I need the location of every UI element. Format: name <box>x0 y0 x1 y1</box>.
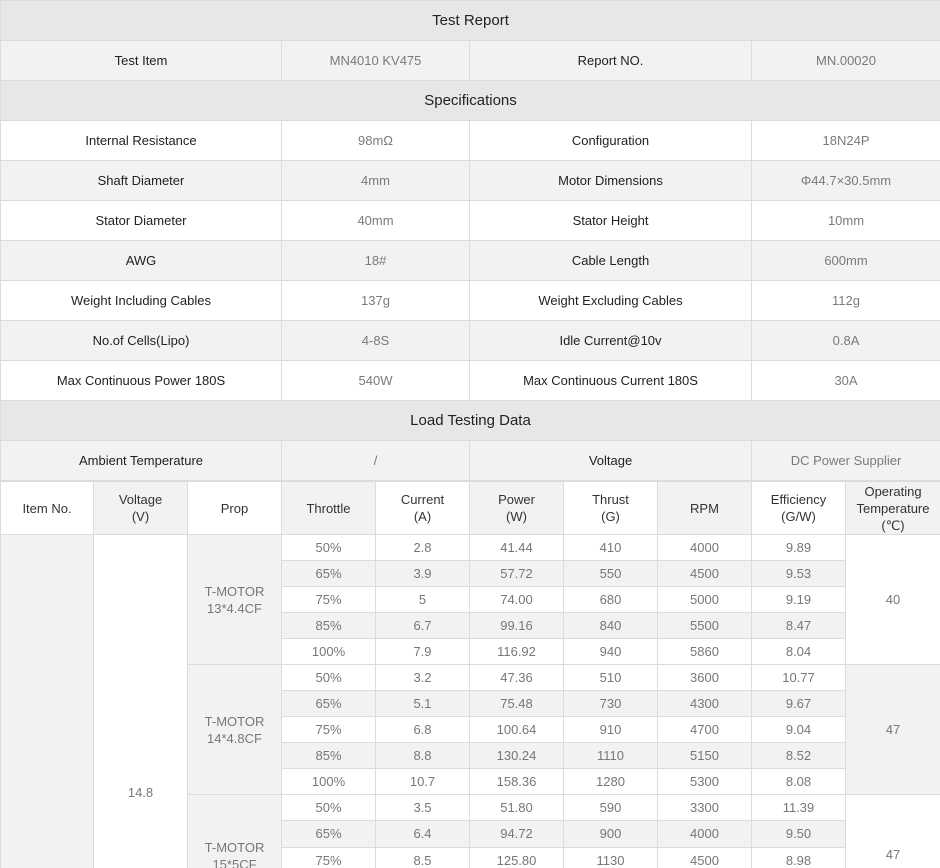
eff-cell: 9.89 <box>752 535 846 561</box>
rpm-cell: 5150 <box>658 743 752 769</box>
header-prop: Prop <box>188 482 282 535</box>
spec-label: Weight Including Cables <box>1 281 282 321</box>
spec-label: Max Continuous Power 180S <box>1 361 282 401</box>
power-cell: 94.72 <box>470 821 564 847</box>
spec-label: Weight Excluding Cables <box>470 281 752 321</box>
operating-temperature-value: 40 <box>885 592 901 607</box>
test-item-label: Test Item <box>1 41 282 81</box>
operating-temperature-value: 47 <box>885 722 901 737</box>
spec-value: 112g <box>752 281 940 321</box>
header-thrust: Thrust (G) <box>564 482 658 535</box>
prop-cell <box>188 535 282 665</box>
current-cell: 3.9 <box>376 561 470 587</box>
throttle-cell: 65% <box>282 561 376 587</box>
spec-value: Φ44.7×30.5mm <box>752 161 940 201</box>
header-operating-temperature: Operating Temperature (℃) <box>846 482 940 535</box>
rpm-cell: 4000 <box>658 535 752 561</box>
prop-model: 14*4.8CF <box>207 730 262 746</box>
spec-value: 40mm <box>282 201 470 241</box>
spec-value: 0.8A <box>752 321 940 361</box>
spec-value: 18N24P <box>752 121 940 161</box>
thrust-cell: 840 <box>564 613 658 639</box>
spec-label: Shaft Diameter <box>1 161 282 201</box>
thrust-cell: 1280 <box>564 769 658 795</box>
rpm-cell: 4300 <box>658 691 752 717</box>
current-cell: 8.5 <box>376 847 470 868</box>
power-cell: 100.64 <box>470 717 564 743</box>
throttle-cell: 85% <box>282 613 376 639</box>
report-no-value: MN.00020 <box>752 41 940 81</box>
current-cell: 5 <box>376 587 470 613</box>
header-power: Power (W) <box>470 482 564 535</box>
spec-value: 540W <box>282 361 470 401</box>
thrust-cell: 900 <box>564 821 658 847</box>
spec-row <box>1 321 940 361</box>
eff-cell: 9.67 <box>752 691 846 717</box>
rpm-cell: 3600 <box>658 665 752 691</box>
spec-label: Max Continuous Current 180S <box>470 361 752 401</box>
throttle-cell: 50% <box>282 665 376 691</box>
rpm-cell: 5860 <box>658 639 752 665</box>
spec-value: 98mΩ <box>282 121 470 161</box>
rpm-cell: 5300 <box>658 769 752 795</box>
current-cell: 2.8 <box>376 535 470 561</box>
spec-row <box>1 121 940 161</box>
rpm-cell: 4500 <box>658 847 752 868</box>
thrust-cell: 550 <box>564 561 658 587</box>
current-cell: 8.8 <box>376 743 470 769</box>
header-current: Current (A) <box>376 482 470 535</box>
power-cell: 51.80 <box>470 795 564 821</box>
throttle-cell: 50% <box>282 795 376 821</box>
spec-value: 18# <box>282 241 470 281</box>
thrust-cell: 1110 <box>564 743 658 769</box>
eff-cell: 11.39 <box>752 795 846 821</box>
voltage-cell <box>94 535 188 868</box>
spec-value: 600mm <box>752 241 940 281</box>
throttle-cell: 75% <box>282 587 376 613</box>
current-cell: 6.7 <box>376 613 470 639</box>
header-item-no: Item No. <box>1 482 94 535</box>
power-cell: 47.36 <box>470 665 564 691</box>
eff-cell: 8.47 <box>752 613 846 639</box>
power-cell: 75.48 <box>470 691 564 717</box>
voltage-source-value: DC Power Supplier <box>752 441 940 481</box>
thrust-cell: 730 <box>564 691 658 717</box>
spec-label: Stator Height <box>470 201 752 241</box>
prop-cell <box>188 795 282 868</box>
eff-cell: 8.08 <box>752 769 846 795</box>
throttle-cell: 65% <box>282 691 376 717</box>
throttle-cell: 100% <box>282 639 376 665</box>
ambient-temperature-label: Ambient Temperature <box>1 441 282 481</box>
throttle-cell: 85% <box>282 743 376 769</box>
header-throttle: Throttle <box>282 482 376 535</box>
report-no-label: Report NO. <box>470 41 752 81</box>
header-voltage: Voltage (V) <box>94 482 188 535</box>
power-cell: 130.24 <box>470 743 564 769</box>
power-cell: 158.36 <box>470 769 564 795</box>
spec-label: Internal Resistance <box>1 121 282 161</box>
rpm-cell: 5500 <box>658 613 752 639</box>
prop-brand: T-MOTOR <box>204 583 265 599</box>
ambient-temperature-value: / <box>282 441 470 481</box>
throttle-cell: 65% <box>282 821 376 847</box>
power-cell: 57.72 <box>470 561 564 587</box>
header-efficiency: Efficiency (G/W) <box>752 482 846 535</box>
current-cell: 10.7 <box>376 769 470 795</box>
specifications-body <box>1 121 940 401</box>
current-cell: 6.4 <box>376 821 470 847</box>
current-cell: 7.9 <box>376 639 470 665</box>
thrust-cell: 510 <box>564 665 658 691</box>
eff-cell: 8.52 <box>752 743 846 769</box>
eff-cell: 9.53 <box>752 561 846 587</box>
throttle-cell: 50% <box>282 535 376 561</box>
thrust-cell: 940 <box>564 639 658 665</box>
spec-label: AWG <box>1 241 282 281</box>
eff-cell: 8.04 <box>752 639 846 665</box>
spec-label: Cable Length <box>470 241 752 281</box>
thrust-cell: 590 <box>564 795 658 821</box>
thrust-cell: 1130 <box>564 847 658 868</box>
load-table <box>0 481 940 868</box>
thrust-cell: 910 <box>564 717 658 743</box>
eff-cell: 9.19 <box>752 587 846 613</box>
operating-temperature-cell <box>846 795 940 868</box>
current-cell: 5.1 <box>376 691 470 717</box>
operating-temperature-cell <box>846 535 940 665</box>
throttle-cell: 75% <box>282 847 376 868</box>
prop-brand: T-MOTOR <box>204 713 265 729</box>
spec-label: Idle Current@10v <box>470 321 752 361</box>
spec-value: 137g <box>282 281 470 321</box>
rpm-cell: 5000 <box>658 587 752 613</box>
prop-cell <box>188 665 282 795</box>
header-rpm: RPM <box>658 482 752 535</box>
power-cell: 116.92 <box>470 639 564 665</box>
test-item-value: MN4010 KV475 <box>282 41 470 81</box>
spec-label: No.of Cells(Lipo) <box>1 321 282 361</box>
rpm-cell: 4000 <box>658 821 752 847</box>
voltage-value: 14.8 <box>127 785 154 800</box>
spec-row <box>1 361 940 401</box>
specifications-title: Specifications <box>1 81 940 121</box>
load-testing-title: Load Testing Data <box>1 401 940 441</box>
spec-value: 10mm <box>752 201 940 241</box>
current-cell: 6.8 <box>376 717 470 743</box>
spec-value: 30A <box>752 361 940 401</box>
eff-cell: 9.50 <box>752 821 846 847</box>
spec-label: Stator Diameter <box>1 201 282 241</box>
current-cell: 3.2 <box>376 665 470 691</box>
throttle-cell: 75% <box>282 717 376 743</box>
operating-temperature-value: 47 <box>885 847 901 862</box>
spec-label: Configuration <box>470 121 752 161</box>
power-cell: 99.16 <box>470 613 564 639</box>
table-row <box>1 535 940 561</box>
spec-row <box>1 201 940 241</box>
load-body <box>1 535 940 868</box>
prop-model: 15*5CF <box>212 857 257 868</box>
spec-value: 4mm <box>282 161 470 201</box>
voltage-label: Voltage <box>470 441 752 481</box>
spec-row <box>1 281 940 321</box>
spec-value: 4-8S <box>282 321 470 361</box>
throttle-cell: 100% <box>282 769 376 795</box>
item-no-cell <box>1 535 94 868</box>
eff-cell: 9.04 <box>752 717 846 743</box>
power-cell: 74.00 <box>470 587 564 613</box>
rpm-cell: 4500 <box>658 561 752 587</box>
test-report-title: Test Report <box>1 1 940 41</box>
thrust-cell: 410 <box>564 535 658 561</box>
spec-label: Motor Dimensions <box>470 161 752 201</box>
eff-cell: 8.98 <box>752 847 846 868</box>
power-cell: 41.44 <box>470 535 564 561</box>
rpm-cell: 3300 <box>658 795 752 821</box>
current-cell: 3.5 <box>376 795 470 821</box>
eff-cell: 10.77 <box>752 665 846 691</box>
thrust-cell: 680 <box>564 587 658 613</box>
power-cell: 125.80 <box>470 847 564 868</box>
rpm-cell: 4700 <box>658 717 752 743</box>
prop-brand: T-MOTOR <box>204 840 265 855</box>
operating-temperature-cell <box>846 665 940 795</box>
prop-model: 13*4.4CF <box>207 600 262 616</box>
spec-row <box>1 161 940 201</box>
spec-row <box>1 241 940 281</box>
